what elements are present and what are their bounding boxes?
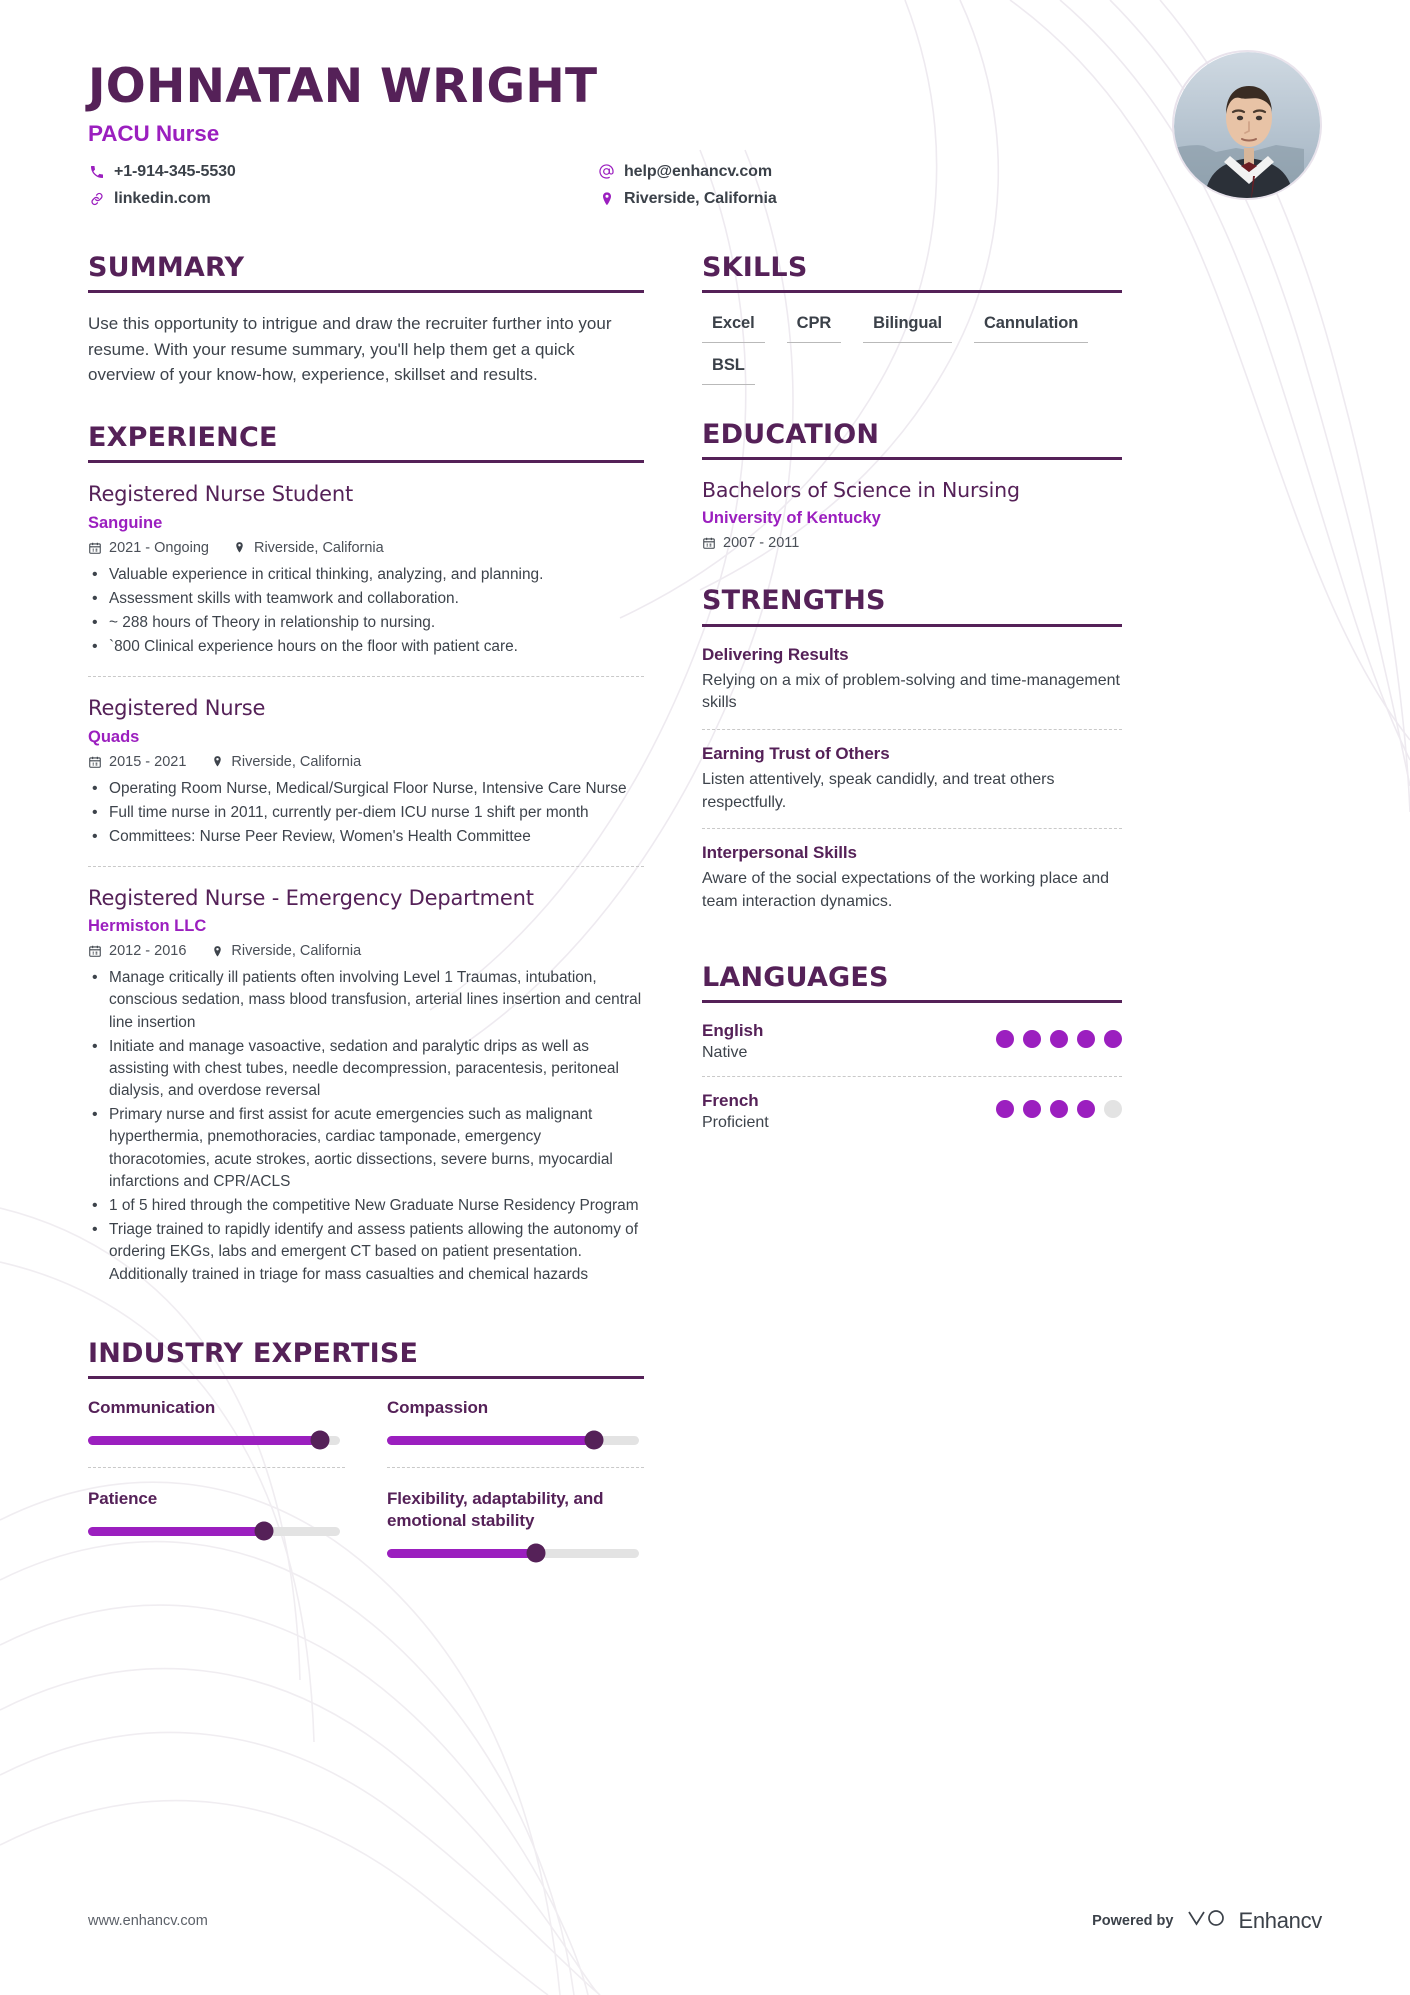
rating-dot-filled xyxy=(1050,1100,1068,1118)
left-column xyxy=(88,252,644,1614)
industry-expertise-heading: INDUSTRY EXPERTISE xyxy=(88,1338,644,1379)
languages-heading: LANGUAGES xyxy=(702,962,1122,1003)
page-footer xyxy=(88,1906,1322,1935)
bullet: • Full time nurse in 2011, currently per-diem ICU nurse 1 shift per month xyxy=(88,802,644,824)
expertise-item xyxy=(88,1467,345,1580)
contact-linkedin-value: linkedin.com xyxy=(114,189,211,207)
avatar-portrait xyxy=(1174,52,1322,200)
bullet: • Operating Room Nurse, Medical/Surgical Floor Nurse, Intensive Care Nurse xyxy=(88,778,644,800)
slider-fill xyxy=(88,1436,320,1445)
language-name: English xyxy=(702,1020,764,1040)
section-summary xyxy=(88,252,644,389)
language-text xyxy=(702,1091,769,1132)
slider-fill xyxy=(387,1436,594,1445)
phone-icon xyxy=(88,163,105,180)
right-column xyxy=(702,252,1122,1180)
expertise-slider[interactable] xyxy=(387,1549,639,1558)
education-item xyxy=(702,478,1122,552)
bullet: • Assessment skills with teamwork and collaboration. xyxy=(88,588,644,610)
calendar-icon xyxy=(88,541,102,555)
slider-knob[interactable] xyxy=(310,1431,329,1450)
section-industry-expertise xyxy=(88,1338,644,1580)
summary-text: Use this opportunity to intrigue and draw the recruiter further into your resume. With your resume summary, you'll help them get a quick overview of your know-how, experience, skillset and results. xyxy=(88,313,612,385)
experience-dates-value: 2012 - 2016 xyxy=(109,943,187,960)
language-name: French xyxy=(702,1090,759,1110)
rating-dot-filled xyxy=(1023,1100,1041,1118)
avatar xyxy=(1172,50,1322,200)
skill-chip: CPR xyxy=(787,311,842,343)
strength-name: Earning Trust of Others xyxy=(702,743,890,763)
contact-email-value: help@enhancv.com xyxy=(624,162,772,180)
expertise-item xyxy=(88,1397,345,1467)
bullet: • 1 of 5 hired through the competitive New Graduate Nurse Residency Program xyxy=(88,1195,644,1217)
page-title: JOHNATAN WRIGHT xyxy=(88,59,598,114)
footer-url[interactable]: www.enhancv.com xyxy=(88,1912,208,1929)
experience-company: Quads xyxy=(88,727,140,746)
calendar-icon xyxy=(702,536,716,550)
slider-knob[interactable] xyxy=(584,1431,603,1450)
rating-dot-filled xyxy=(1104,1030,1122,1048)
experience-dates xyxy=(88,943,186,959)
bullet: • Triage trained to rapidly identify and assess patients allowing the autonomy of ordering EKGs, labs and emergent CT based on patient presentation. Additionally trained in triage for mass casualties and chemical hazards xyxy=(88,1219,644,1286)
contact-location-value: Riverside, California xyxy=(624,189,777,207)
experience-meta xyxy=(88,754,644,770)
language-level: Native xyxy=(702,1043,748,1061)
expertise-slider[interactable] xyxy=(387,1436,639,1445)
experience-bullets xyxy=(88,564,644,659)
experience-bullets xyxy=(88,778,644,849)
experience-company: Hermiston LLC xyxy=(88,917,207,936)
expertise-grid xyxy=(88,1397,644,1580)
link-icon xyxy=(88,190,105,207)
section-education xyxy=(702,419,1122,552)
resume-header xyxy=(88,0,1322,208)
experience-role: Registered Nurse Student xyxy=(88,482,353,507)
contact-location[interactable] xyxy=(598,190,878,208)
strength-name: Interpersonal Skills xyxy=(702,843,857,863)
experience-location-value: Riverside, California xyxy=(231,753,362,770)
expertise-label: Communication xyxy=(88,1397,216,1417)
expertise-label: Patience xyxy=(88,1488,158,1508)
bullet: • Initiate and manage vasoactive, sedation and paralytic drips as well as assisting with chest tubes, needle decompression, paracentesis, peritoneal dialysis, and overdose reversal xyxy=(88,1036,644,1103)
rating-dot-filled xyxy=(996,1100,1014,1118)
contact-email[interactable] xyxy=(598,163,878,181)
bullet: • Committees: Nurse Peer Review, Women's Health Committee xyxy=(88,826,644,848)
brand-name: Enhancv xyxy=(1238,1907,1322,1933)
language-item xyxy=(702,1021,1122,1076)
language-rating xyxy=(996,1030,1122,1048)
calendar-icon xyxy=(88,755,102,769)
education-heading: EDUCATION xyxy=(702,419,1122,460)
experience-company: Sanguine xyxy=(88,513,163,532)
experience-location-value: Riverside, California xyxy=(253,539,384,556)
skill-chip: Bilingual xyxy=(863,311,952,343)
experience-location-value: Riverside, California xyxy=(231,943,362,960)
contact-phone-value: +1-914-345-5530 xyxy=(114,162,236,180)
strength-item xyxy=(702,828,1122,927)
expertise-label: Compassion xyxy=(387,1397,489,1417)
contact-list xyxy=(88,163,878,208)
experience-dates-value: 2021 - Ongoing xyxy=(109,539,209,556)
section-languages xyxy=(702,962,1122,1146)
education-dates-value: 2007 - 2011 xyxy=(723,535,800,552)
experience-bullets xyxy=(88,967,644,1285)
experience-meta xyxy=(88,540,644,556)
powered-by xyxy=(1092,1906,1322,1935)
slider-fill xyxy=(88,1527,264,1536)
strength-description: Listen attentively, speak candidly, and treat others respectfully. xyxy=(702,770,1055,811)
expertise-item xyxy=(387,1467,644,1580)
language-level: Proficient xyxy=(702,1113,769,1131)
experience-item xyxy=(88,676,644,866)
experience-location xyxy=(233,540,384,556)
experience-location xyxy=(210,943,361,959)
expertise-item xyxy=(387,1397,644,1467)
strength-description: Aware of the social expectations of the working place and team interaction dynamics. xyxy=(702,870,1110,911)
bullet: • `800 Clinical experience hours on the floor with patient care. xyxy=(88,636,644,658)
education-degree: Bachelors of Science in Nursing xyxy=(702,477,1020,502)
rating-dot-filled xyxy=(1077,1100,1095,1118)
bullet: • Valuable experience in critical thinking, analyzing, and planning. xyxy=(88,564,644,586)
experience-meta xyxy=(88,943,644,959)
section-experience xyxy=(88,422,644,1303)
calendar-icon xyxy=(88,944,102,958)
location-pin-icon xyxy=(233,541,247,555)
location-pin-icon xyxy=(210,944,224,958)
skill-chip: Cannulation xyxy=(974,311,1088,343)
strengths-heading: STRENGTHS xyxy=(702,585,1122,626)
education-school: University of Kentucky xyxy=(702,509,881,528)
contact-linkedin[interactable] xyxy=(88,190,598,208)
rating-dot-filled xyxy=(1050,1030,1068,1048)
experience-role: Registered Nurse - Emergency Department xyxy=(88,886,534,911)
experience-dates xyxy=(88,754,186,770)
language-item xyxy=(702,1076,1122,1146)
enhancv-logo-icon xyxy=(1187,1906,1229,1935)
skill-chip: Excel xyxy=(702,311,765,343)
skills-list xyxy=(702,311,1122,385)
expertise-slider[interactable] xyxy=(88,1527,340,1536)
strength-item xyxy=(702,729,1122,828)
bullet: • Primary nurse and first assist for acute emergencies such as malignant hyperthermia, pnemothoracies, cardiac tamponade, emergency thoracotomies, acute strokes, aortic dissections, severe burns, myocardial infarctions and CPR/ACLS xyxy=(88,1104,644,1193)
powered-by-label: Powered by xyxy=(1092,1912,1174,1929)
experience-item xyxy=(88,481,644,676)
bullet: • Manage critically ill patients often involving Level 1 Traumas, intubation, conscious sedation, mass blood transfusion, arterial lines insertion and central line insertion xyxy=(88,967,644,1034)
experience-item xyxy=(88,866,644,1304)
experience-role: Registered Nurse xyxy=(88,696,266,721)
language-text xyxy=(702,1021,763,1062)
language-rating xyxy=(996,1100,1122,1118)
slider-fill xyxy=(387,1549,536,1558)
rating-dot-filled xyxy=(996,1030,1014,1048)
brand-logo xyxy=(1187,1906,1322,1935)
expertise-slider[interactable] xyxy=(88,1436,340,1445)
education-dates xyxy=(702,535,1122,551)
rating-dot-empty xyxy=(1104,1100,1122,1118)
rating-dot-filled xyxy=(1077,1030,1095,1048)
at-icon xyxy=(598,163,615,180)
skill-chip: BSL xyxy=(702,353,755,385)
location-pin-icon xyxy=(598,190,615,207)
slider-knob[interactable] xyxy=(255,1522,274,1541)
job-title: PACU Nurse xyxy=(88,120,220,146)
summary-heading: SUMMARY xyxy=(88,252,644,293)
skills-heading: SKILLS xyxy=(702,252,1122,293)
section-skills xyxy=(702,252,1122,385)
slider-knob[interactable] xyxy=(526,1544,545,1563)
contact-phone[interactable] xyxy=(88,163,598,181)
location-pin-icon xyxy=(210,755,224,769)
strength-description: Relying on a mix of problem-solving and time-management skills xyxy=(702,671,1120,712)
bullet: • ~ 288 hours of Theory in relationship to nursing. xyxy=(88,612,644,634)
expertise-label: Flexibility, adaptability, and emotional stability xyxy=(387,1488,604,1531)
experience-dates-value: 2015 - 2021 xyxy=(109,753,187,770)
rating-dot-filled xyxy=(1023,1030,1041,1048)
strength-name: Delivering Results xyxy=(702,644,849,664)
experience-dates xyxy=(88,540,209,556)
section-strengths xyxy=(702,585,1122,927)
strength-item xyxy=(702,645,1122,729)
experience-heading: EXPERIENCE xyxy=(88,422,644,463)
experience-location xyxy=(210,754,361,770)
